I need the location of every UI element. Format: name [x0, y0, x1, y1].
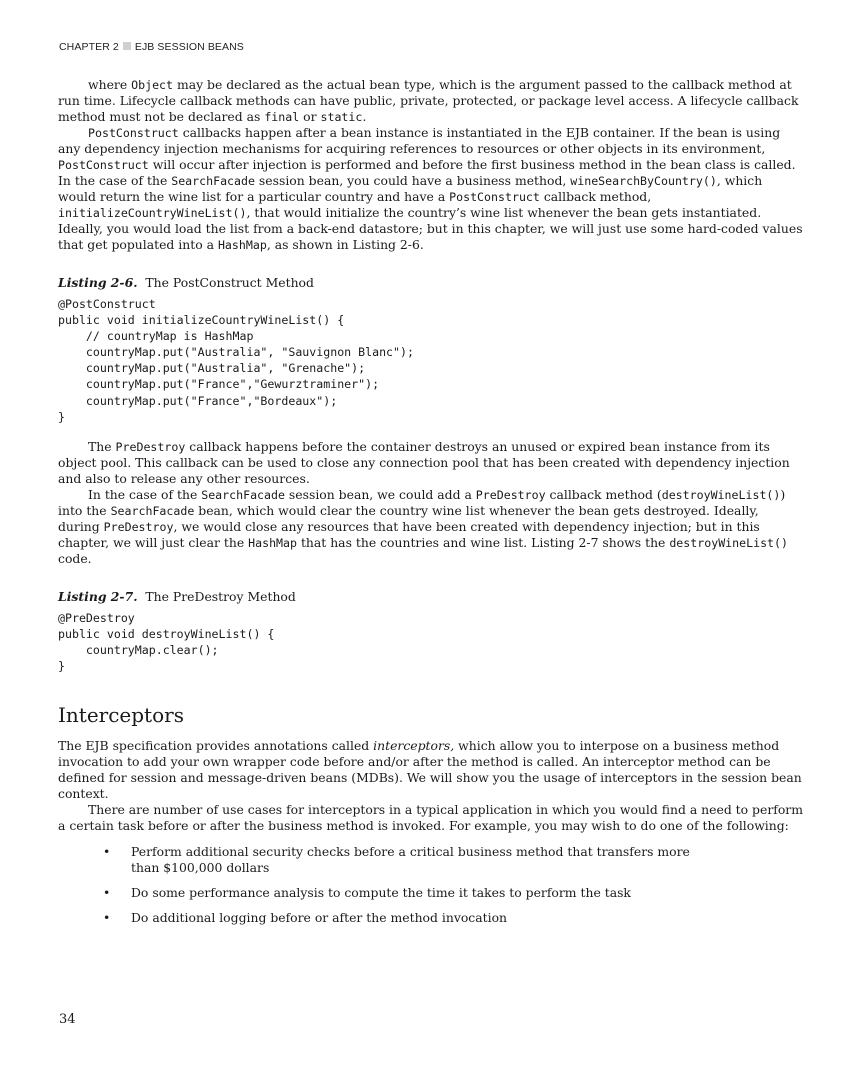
- paragraph-predestroy: The PreDestroy callback happens before the container destroys an unused or expired bean instance from its object pool. This callback can be used to close any connection pool that has been created with dependency injection and also to release any other resources.: [58, 438, 790, 486]
- paragraph-postconstruct: PostConstruct callbacks happen after a bean instance is instantiated in the EJB container. If the bean is using any dependency injection mechanisms for acquiring references to resources or other objects in its environment, PostConstruct will occur after injection is performed and before the first business method in the bean class is called. In the case of the SearchFacade session bean, you could have a business method, wineSearchByCountry(), which would return the wine list for a particular country and have a PostConstruct callback method, initializeCountryWineList(), that would initialize the country’s wine list whenever the bean gets instantiated. Ideally, you would load the list from a back-end datastore; but in this chapter, we will just use some hard-coded values that get populated into a HashMap, as shown in Listing 2-6.: [58, 125, 803, 252]
- listing-2-7-caption: [58, 589, 803, 604]
- section-heading-interceptors: Interceptors: [58, 703, 184, 728]
- paragraph-callback-signature: where Object may be declared as the actual bean type, which is the argument passed to the callback method at run time. Lifecycle callback methods can have public, private, protected, or package level access. A lifecycle callback method must not be declared as final or static.: [58, 77, 799, 124]
- paragraph-searchfacade-predestroy: In the case of the SearchFacade session bean, we could add a PreDestroy callback method (destroyWineList()) into the SearchFacade bean, which would clear the country wine list whenever the bean gets destroyed. Ideally, during PreDestroy, we would close any resources that have been created with dependency injection; but in this chapter, we will just clear the HashMap that has the countries and wine list. Listing 2-7 shows the destroyWineList() code.: [58, 486, 788, 566]
- header-separator-square: [123, 42, 131, 50]
- listing-label: Listing 2-6.: [58, 275, 138, 290]
- paragraph-interceptor-use-cases: There are number of use cases for interceptors in a typical application in which you would find a need to perform a certain task before or after the business method is invoked. For example, you may wish to do one of the following:: [58, 802, 803, 834]
- paragraph-interceptors-intro: The EJB specification provides annotations called interceptors, which allow you to interpose on a business method invocation to add your own wrapper code before and/or after the method is called. An interceptor method can be defined for session and message-driven beans (MDBs). We will show you the usage of interceptors in the session bean context.: [58, 738, 802, 802]
- listing-title: The PreDestroy Method: [145, 588, 296, 604]
- list-item: • Do additional logging before or after the method invocation: [103, 910, 508, 926]
- running-header: [59, 41, 244, 53]
- list-item: • Perform additional security checks before a critical business method that transfers more than $100,000 dollars: [103, 844, 690, 876]
- page-number: 34: [59, 1012, 76, 1027]
- use-case-list: [58, 844, 803, 926]
- bullet-icon: •: [103, 844, 111, 860]
- list-item: • Do some performance analysis to compute the time it takes to perform the task: [103, 885, 631, 901]
- page-body: [58, 77, 803, 935]
- listing-label: Listing 2-7.: [58, 588, 138, 604]
- chapter-number: CHAPTER 2: [59, 41, 119, 53]
- listing-2-6-code: @PostConstruct public void initializeCountryWineList() { // countryMap is HashMap countryMap.put("Australia", "Sauvignon Blanc"); countryMap.put("Australia", "Grenache"); countryMap.put("France","Gewurztraminer"); countryMap.put("France","Bordeaux"); }: [58, 297, 414, 424]
- listing-title: The PostConstruct Method: [145, 275, 314, 290]
- listing-2-7-code: @PreDestroy public void destroyWineList() { countryMap.clear(); }: [58, 610, 275, 674]
- listing-2-6-caption: [58, 275, 803, 290]
- chapter-title: EJB SESSION BEANS: [134, 41, 244, 53]
- bullet-icon: •: [103, 885, 111, 901]
- bullet-icon: •: [103, 910, 111, 926]
